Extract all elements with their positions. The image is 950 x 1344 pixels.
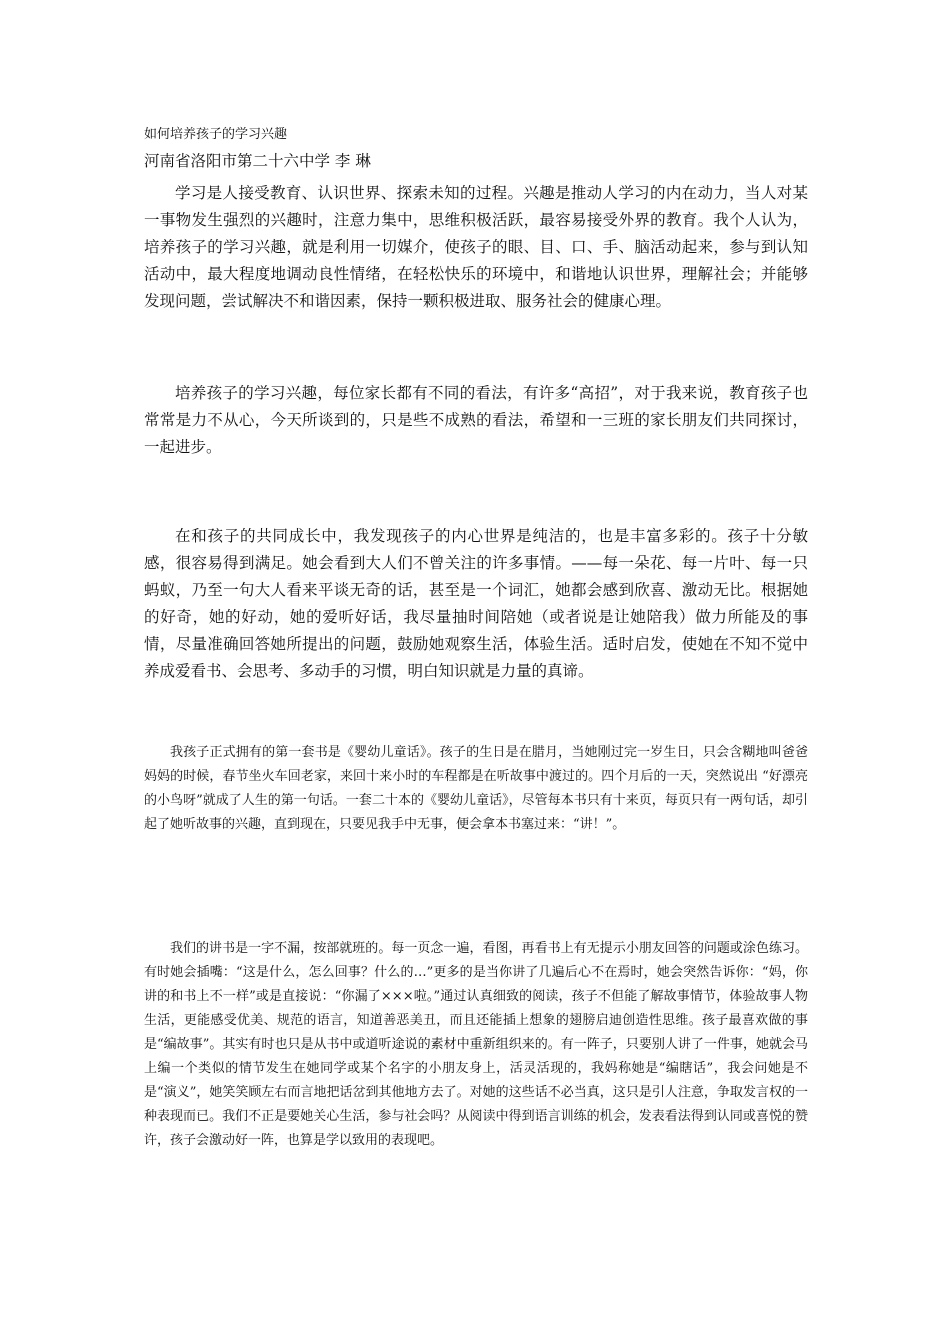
paragraph: 培养孩子的学习兴趣，每位家长都有不同的看法，有许多“高招”，对于我来说，教育孩子也常常是力不从心，今天所谈到的，只是些不成熟的看法，希望和一三班的家长朋友们共同探讨，一起进步。 bbox=[144, 384, 808, 456]
paragraph: 我们的讲书是一字不漏，按部就班的。每一页念一遍，看图，再看书上有无提示小朋友回答的问题或涂色练习。有时她会插嘴：“这是什么，怎么回事？什么的…”更多的是当你讲了几遍后心不在焉时，她会突然告诉你：“妈，你讲的和书上不一样”或是直接说：“你漏了×××啦。”通过认真细致的阅读，孩子不但能了解故事情节，体验故事人物生活，更能感受优美、规范的语言，知道善恶美丑，而且还能插上想象的翅膀启迪创造性思维。孩子最喜欢做的事是“编故事”。其实有时也只是从书中或道听途说的素材中重新组织来的。有一阵子，只要别人讲了一件事，她就会马上编一个类似的情节发生在她同学或某个名字的小朋友身上，活灵活现的，我妈称她是“编瞎话”，我会问她是不是“演义”，她笑笑顾左右而言地把话岔到其他地方去了。对她的这些话不必当真，这只是引人注意，争取发言权的一种表现而已。我们不正是要她关心生活，参与社会吗？从阅读中得到语言训练的机会，发表看法得到认同或喜悦的赞许，孩子会激动好一阵，也算是学以致用的表现吧。 bbox=[144, 941, 808, 1148]
paragraph: 我孩子正式拥有的第一套书是《婴幼儿童话》。孩子的生日是在腊月，当她刚过完一岁生日，只会含糊地叫爸爸妈妈的时候，春节坐火车回老家，来回十来小时的车程都是在听故事中渡过的。四个月后的一天，突然说出 “好漂亮的小鸟呀”就成了人生的第一句话。一套二十本的《婴幼儿童话》，尽管每本书只有十来页，每页只有一两句话，却引起了她听故事的兴趣，直到现在，只要见我手中无事，便会拿本书塞过来：“讲！”。 bbox=[144, 745, 808, 832]
paragraph: 学习是人接受教育、认识世界、探索未知的过程。兴趣是推动人学习的内在动力，当人对某一事物发生强烈的兴趣时，注意力集中，思维积极活跃，最容易接受外界的教育。我个人认为，培养孩子的学习兴趣，就是利用一切媒介，使孩子的眼、目、口、手、脑活动起来，参与到认知活动中，最大程度地调动良性情绪，在轻松快乐的环境中，和谐地认识世界，理解社会；并能够发现问题，尝试解决不和谐因素，保持一颗积极进取、服务社会的健康心理。 bbox=[144, 184, 808, 310]
author-line: 河南省洛阳市第二十六中学 李 琳 bbox=[144, 152, 371, 170]
document-title: 如何培养孩子的学习兴趣 bbox=[144, 127, 288, 142]
paragraph: 在和孩子的共同成长中，我发现孩子的内心世界是纯洁的，也是丰富多彩的。孩子十分敏感，很容易得到满足。她会看到大人们不曾关注的许多事情。——每一朵花、每一片叶、每一只蚂蚁，乃至一句大人看来平谈无奇的话，甚至是一个词汇，她都会感到欣喜、激动无比。根据她的好奇，她的好动，她的爱听好话，我尽量抽时间陪她（或者说是让她陪我）做力所能及的事情，尽量准确回答她所提出的问题，鼓励她观察生活，体验生活。适时启发，使她在不知不觉中养成爱看书、会思考、多动手的习惯，明白知识就是力量的真谛。 bbox=[144, 527, 808, 680]
